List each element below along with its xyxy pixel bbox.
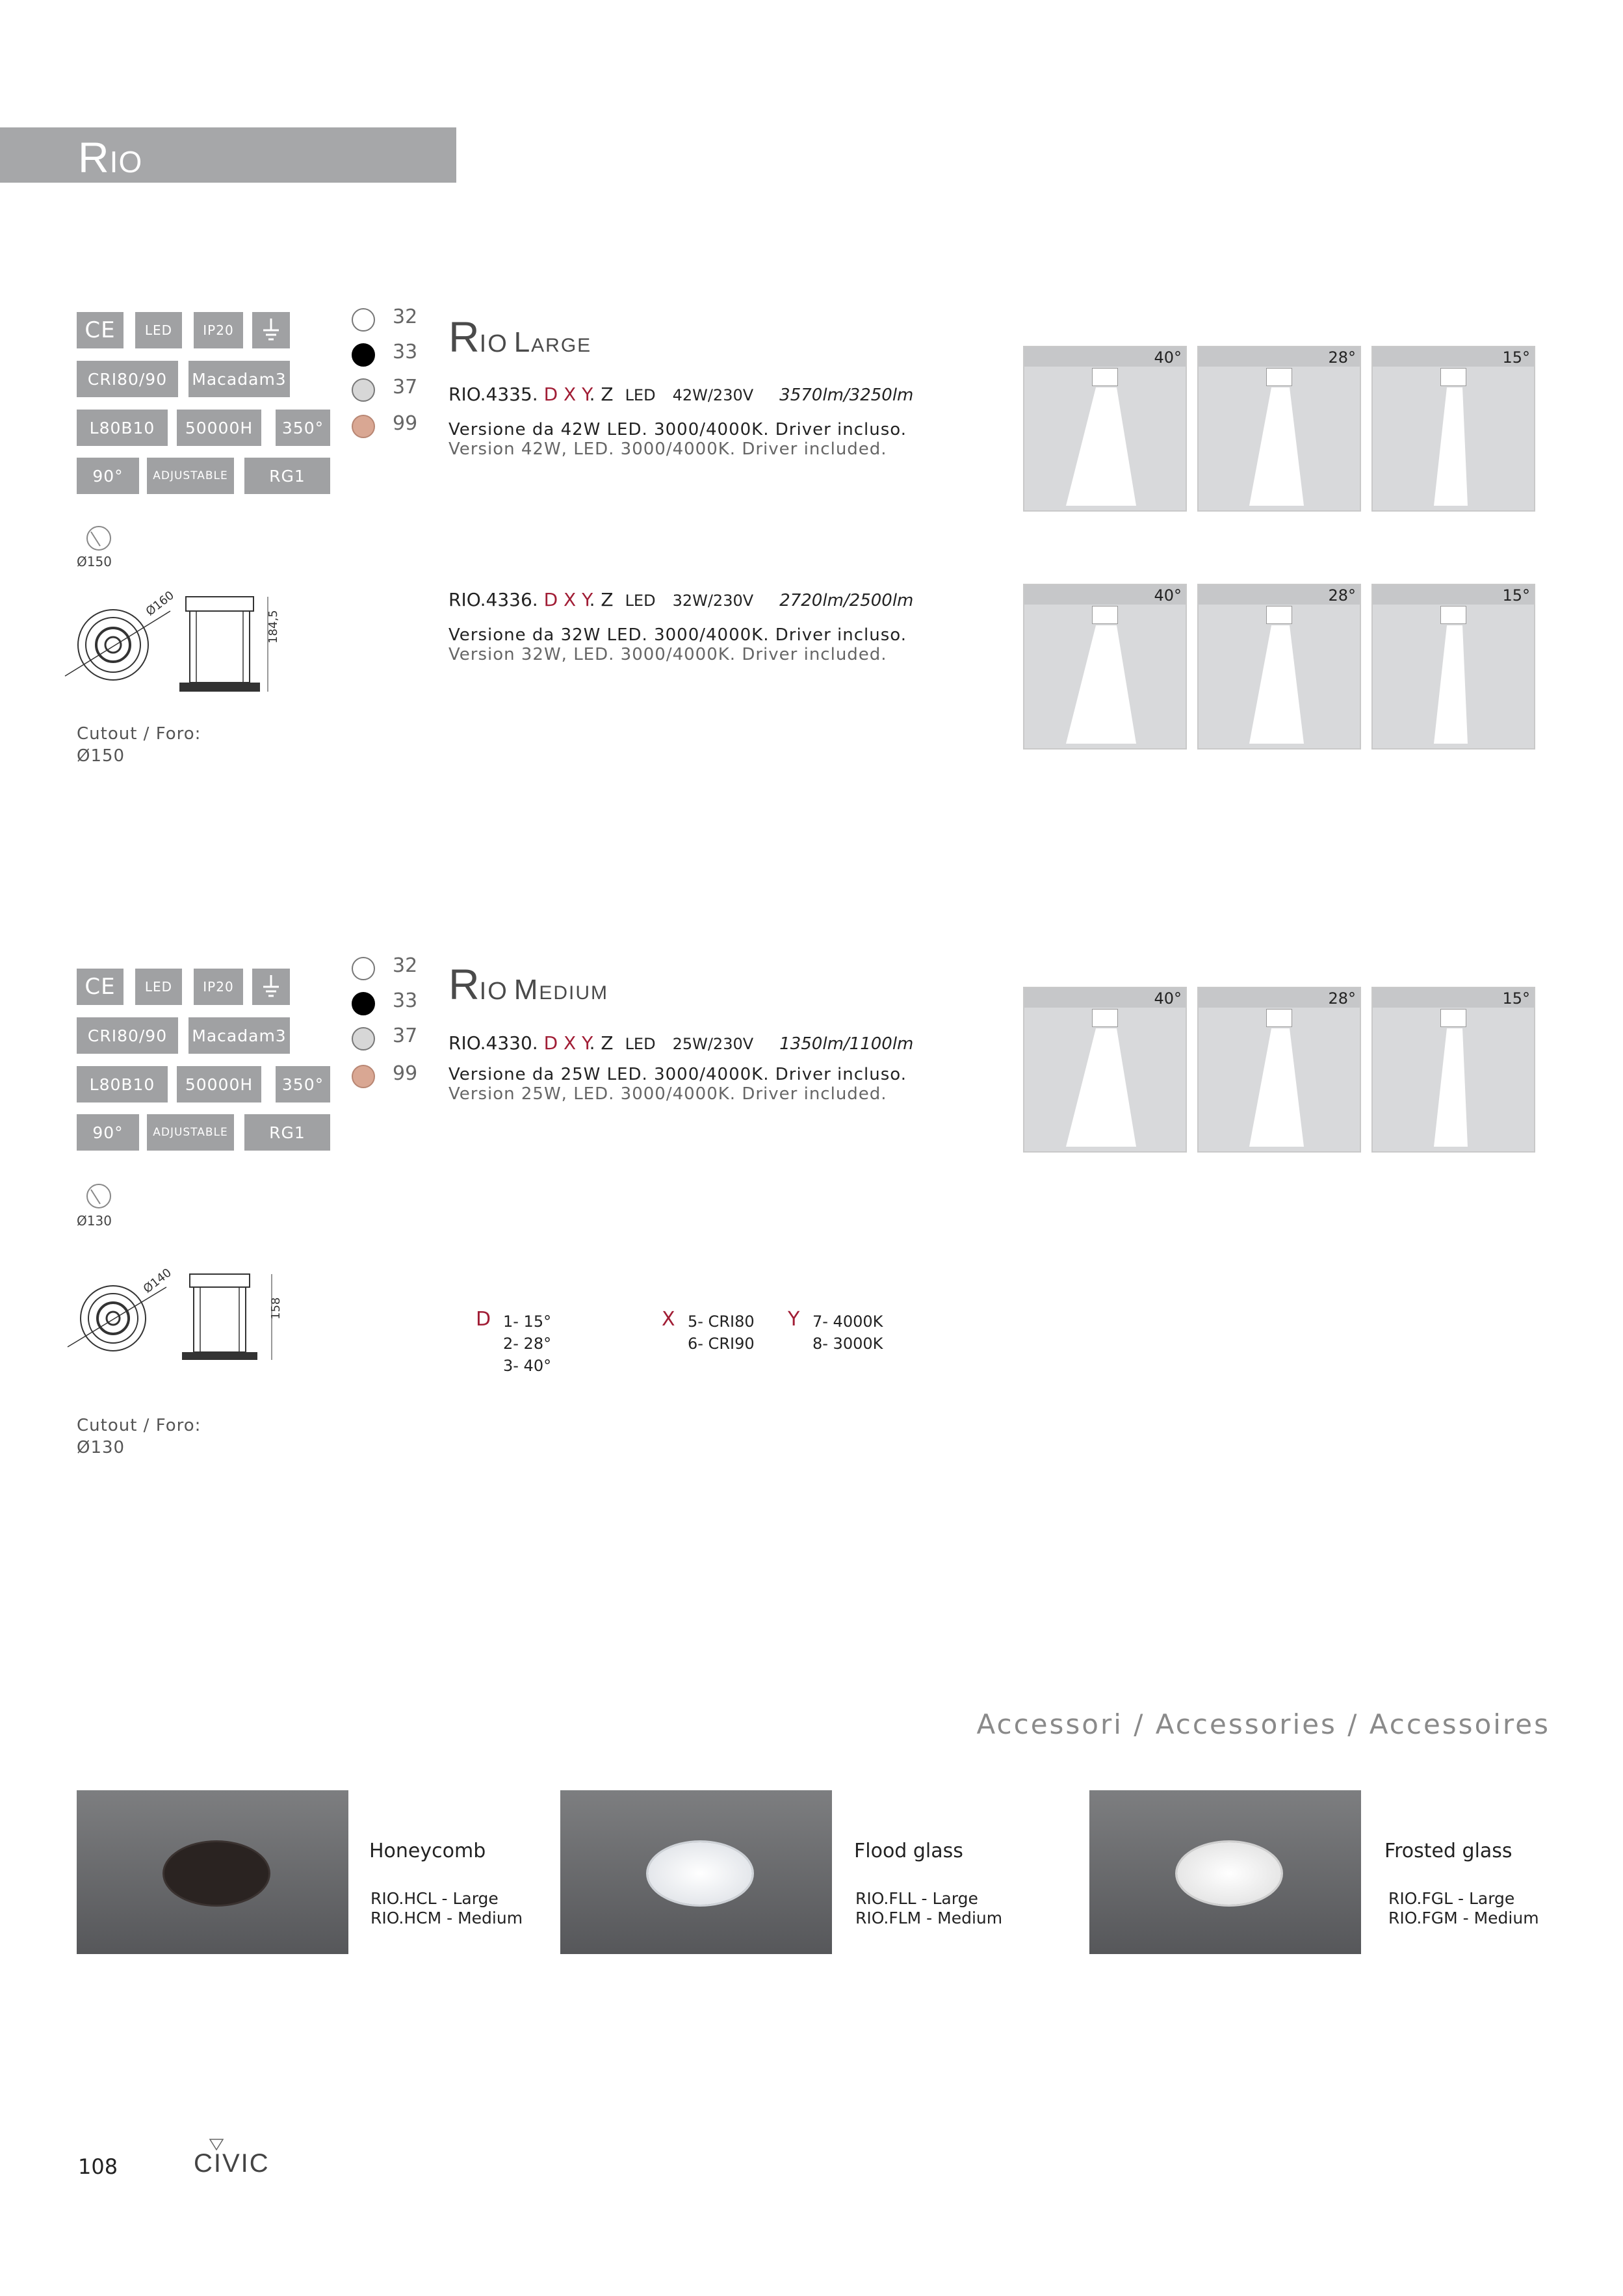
ground-icon <box>252 969 290 1005</box>
color-swatch-32 <box>352 308 375 332</box>
rotation-badge: 350° <box>276 1066 330 1102</box>
product-code: RIO.4336. D X Y. Z LED 32W/230V 2720lm/2500lm <box>448 589 914 610</box>
accessory-code: RIO.HCL - Large <box>370 1889 499 1908</box>
l80-badge: L80B10 <box>77 410 168 446</box>
finish-code: 32 <box>393 954 418 977</box>
cutout-value: Ø150 <box>77 746 125 766</box>
section-title: RIO <box>78 133 143 181</box>
led-badge: LED <box>135 969 182 1005</box>
finish-code: 33 <box>393 989 418 1012</box>
drawing-diameter: Ø160 <box>143 588 177 619</box>
description-en: Version 25W, LED. 3000/4000K. Driver included. <box>448 1084 887 1104</box>
legend-item: 2- 28° <box>503 1335 552 1353</box>
description-en: Version 42W, LED. 3000/4000K. Driver included. <box>448 439 887 459</box>
beam-diagram: 40° <box>1023 987 1187 1153</box>
page-number: 108 <box>78 2154 118 2179</box>
accessory-code: RIO.FLM - Medium <box>855 1909 1003 1927</box>
diameter-label: Ø130 <box>77 1213 112 1229</box>
color-swatch-99 <box>352 1065 375 1088</box>
legend-item: 3- 40° <box>503 1357 552 1375</box>
beam-diagram: 28° <box>1197 584 1361 750</box>
finish-code: 32 <box>393 306 418 328</box>
logo-triangle-icon <box>209 2139 224 2150</box>
beam-diagram: 40° <box>1023 584 1187 750</box>
cutout-label: Cutout / Foro: <box>77 724 201 744</box>
accessory-name: Frosted glass <box>1384 1840 1513 1862</box>
color-swatch-99 <box>352 415 375 438</box>
finish-code: 37 <box>393 376 418 398</box>
tilt-badge: 90° <box>77 458 139 494</box>
accessories-title: Accessori / Accessories / Accessoires <box>976 1708 1550 1740</box>
cutout-label: Cutout / Foro: <box>77 1416 201 1435</box>
legend-item: 1- 15° <box>503 1312 552 1331</box>
description-en: Version 32W, LED. 3000/4000K. Driver included. <box>448 645 887 664</box>
lifetime-badge: 50000H <box>177 410 261 446</box>
ce-mark-icon: CE <box>77 969 123 1005</box>
accessory-code: RIO.FGL - Large <box>1388 1889 1515 1908</box>
product-title: RIO MEDIUM <box>448 960 609 1008</box>
finish-code: 33 <box>393 341 418 363</box>
rg-badge: RG1 <box>244 458 330 494</box>
ip-badge: IP20 <box>194 969 243 1005</box>
accessory-code: RIO.FLL - Large <box>855 1889 978 1908</box>
drawing-height: 158 <box>269 1297 283 1320</box>
led-badge: LED <box>135 312 182 348</box>
lifetime-badge: 50000H <box>177 1066 261 1102</box>
beam-diagram: 15° <box>1371 346 1535 512</box>
section-title-band <box>0 127 456 183</box>
accessory-photo-frosted-glass <box>1089 1790 1361 1954</box>
tilt-badge: 90° <box>77 1114 139 1151</box>
finish-code: 37 <box>393 1024 418 1047</box>
cri-badge: CRI80/90 <box>77 1017 178 1054</box>
product-title: RIO LARGE <box>448 313 592 361</box>
legend-item: 8- 3000K <box>812 1335 883 1353</box>
accessory-code: RIO.HCM - Medium <box>370 1909 523 1927</box>
recessed-icon <box>84 1182 113 1210</box>
product-code: RIO.4335. D X Y. Z LED 42W/230V 3570lm/3250lm <box>448 384 914 405</box>
brand-logo: CIVIC <box>194 2149 270 2178</box>
accessory-name: Honeycomb <box>369 1840 486 1862</box>
ip-badge: IP20 <box>194 312 243 348</box>
color-swatch-37 <box>352 378 375 402</box>
macadam-badge: Macadam3 <box>188 361 290 397</box>
ground-icon <box>252 312 290 348</box>
description-it: Versione da 42W LED. 3000/4000K. Driver incluso. <box>448 420 907 439</box>
adjustable-badge: ADJUSTABLE <box>147 1114 234 1151</box>
accessory-name: Flood glass <box>854 1840 963 1862</box>
accessory-code: RIO.FGM - Medium <box>1388 1909 1539 1927</box>
macadam-badge: Macadam3 <box>188 1017 290 1054</box>
technical-drawing <box>62 585 296 702</box>
accessory-photo-flood-glass <box>560 1790 832 1954</box>
finish-code: 99 <box>393 412 418 435</box>
color-swatch-33 <box>352 992 375 1015</box>
l80-badge: L80B10 <box>77 1066 168 1102</box>
cutout-value: Ø130 <box>77 1438 125 1457</box>
color-swatch-32 <box>352 957 375 980</box>
recessed-icon <box>84 524 113 553</box>
technical-drawing <box>62 1268 296 1378</box>
beam-diagram: 15° <box>1371 584 1535 750</box>
description-it: Versione da 32W LED. 3000/4000K. Driver incluso. <box>448 625 907 645</box>
adjustable-badge: ADJUSTABLE <box>147 458 234 494</box>
finish-code: 99 <box>393 1062 418 1085</box>
legend-item: 5- CRI80 <box>688 1312 755 1331</box>
cri-badge: CRI80/90 <box>77 361 178 397</box>
beam-diagram: 28° <box>1197 346 1361 512</box>
accessory-photo-honeycomb <box>77 1790 348 1954</box>
beam-diagram: 15° <box>1371 987 1535 1153</box>
legend-item: 7- 4000K <box>812 1312 883 1331</box>
rotation-badge: 350° <box>276 410 330 446</box>
ce-mark-icon: CE <box>77 312 123 348</box>
legend-letter-d: D <box>476 1308 491 1331</box>
beam-diagram: 28° <box>1197 987 1361 1153</box>
beam-diagram: 40° <box>1023 346 1187 512</box>
legend-letter-x: X <box>662 1308 675 1331</box>
legend-letter-y: Y <box>788 1308 800 1331</box>
legend-item: 6- CRI90 <box>688 1335 755 1353</box>
rg-badge: RG1 <box>244 1114 330 1151</box>
color-swatch-33 <box>352 343 375 367</box>
drawing-diameter: Ø140 <box>140 1266 174 1296</box>
diameter-label: Ø150 <box>77 554 112 569</box>
color-swatch-37 <box>352 1027 375 1050</box>
drawing-height: 184,5 <box>266 610 280 644</box>
product-code: RIO.4330. D X Y. Z LED 25W/230V 1350lm/1100lm <box>448 1032 914 1054</box>
description-it: Versione da 25W LED. 3000/4000K. Driver incluso. <box>448 1065 907 1084</box>
